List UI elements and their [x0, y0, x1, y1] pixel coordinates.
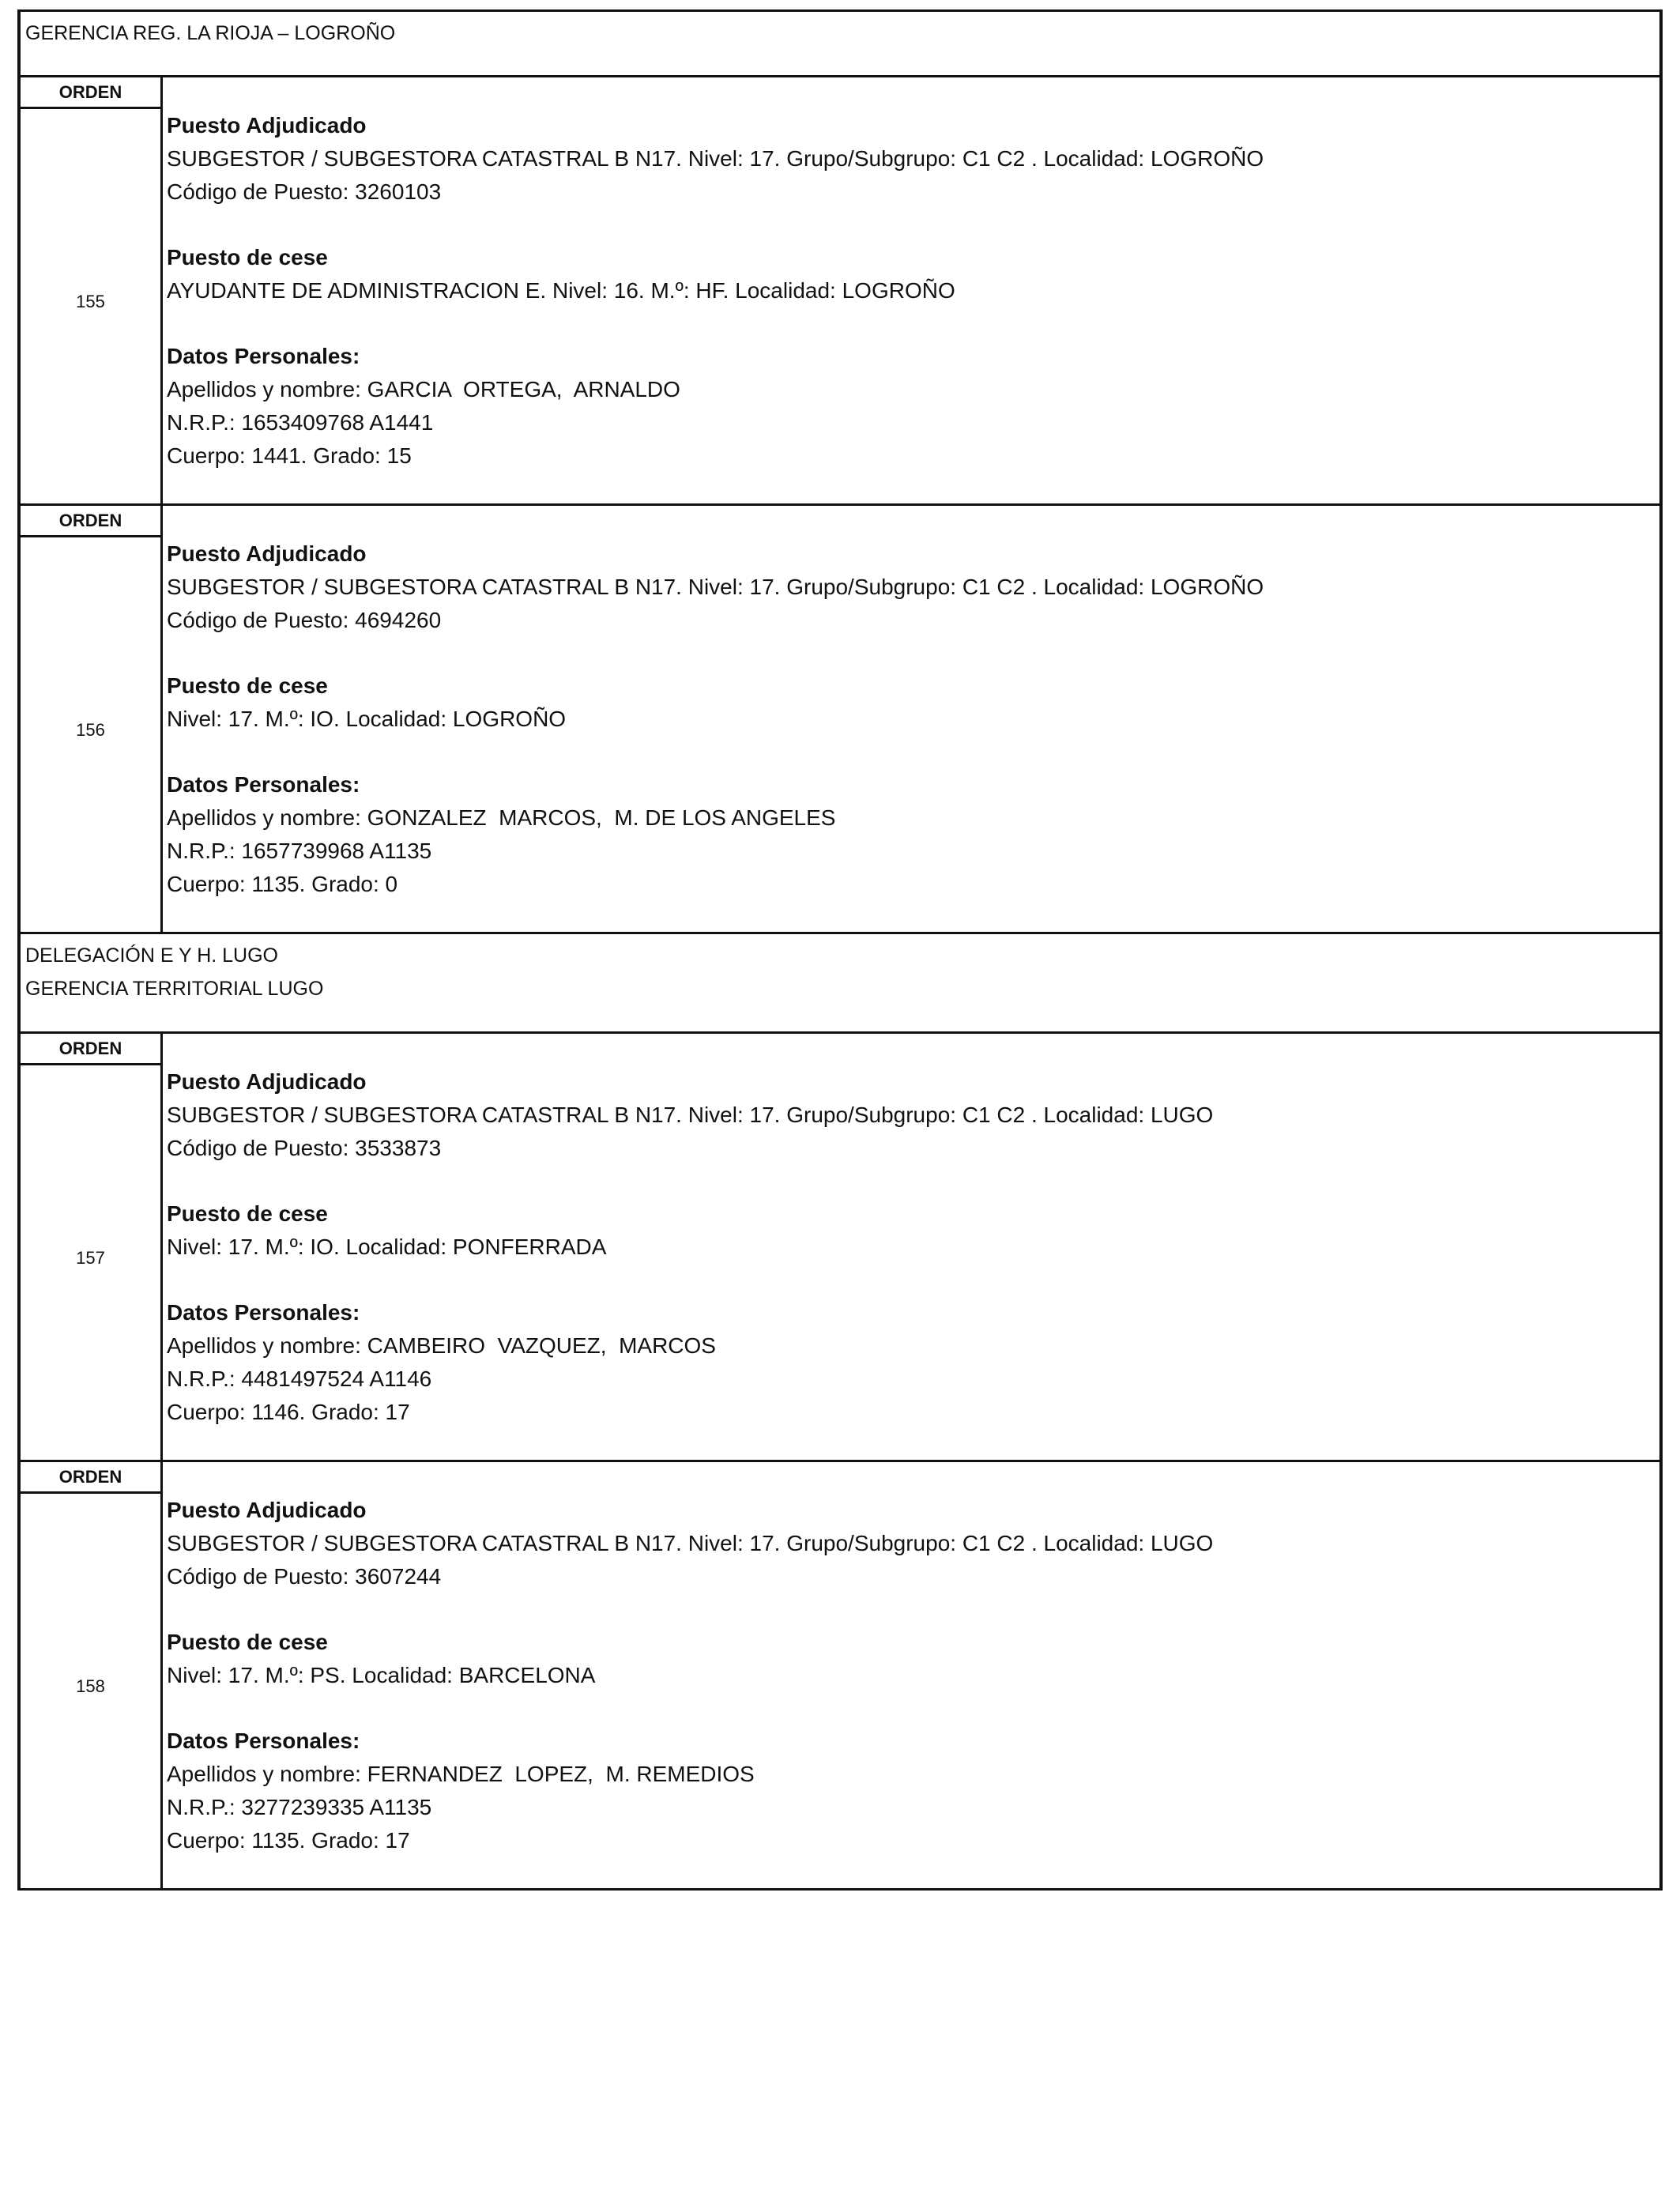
cese-title: Puesto de cese — [167, 1201, 328, 1226]
orden-column — [21, 1462, 163, 1888]
adjudicado-description: SUBGESTOR / SUBGESTORA CATASTRAL B N17. Nivel: 17. Grupo/Subgrupo: C1 C2 . Localidad: LUGO — [167, 1531, 1214, 1555]
spacer — [167, 1692, 1659, 1725]
apellidos-nombre: Apellidos y nombre: GARCIA ORTEGA, ARNALDO — [167, 377, 680, 401]
orden-label: ORDEN — [21, 77, 160, 109]
adjudicado-description: SUBGESTOR / SUBGESTORA CATASTRAL B N17. Nivel: 17. Grupo/Subgrupo: C1 C2 . Localidad: LUGO — [167, 1103, 1214, 1127]
entry-block — [21, 77, 1659, 506]
adjudicado-title: Puesto Adjudicado — [167, 541, 367, 566]
cese-description: Nivel: 17. M.º: IO. Localidad: LOGROÑO — [167, 707, 567, 731]
entry-details — [163, 77, 1659, 503]
entry-block — [21, 1462, 1659, 1891]
entry-details — [163, 1034, 1659, 1460]
orden-number: 157 — [76, 1247, 105, 1268]
codigo-puesto: Código de Puesto: 3533873 — [167, 1136, 442, 1160]
orden-number: 156 — [76, 719, 105, 740]
orden-label: ORDEN — [21, 1034, 160, 1065]
adjudicado-title: Puesto Adjudicado — [167, 1498, 367, 1522]
apellidos-nombre: Apellidos y nombre: FERNANDEZ LOPEZ, M. REMEDIOS — [167, 1762, 755, 1786]
orden-label: ORDEN — [21, 1462, 160, 1494]
cese-title: Puesto de cese — [167, 1630, 328, 1654]
cese-description: Nivel: 17. M.º: IO. Localidad: PONFERRADA — [167, 1235, 607, 1259]
nrp: N.R.P.: 1653409768 A1441 — [167, 410, 434, 435]
orden-column — [21, 77, 163, 503]
datos-title: Datos Personales: — [167, 1300, 360, 1325]
cuerpo-grado: Cuerpo: 1135. Grado: 0 — [167, 872, 398, 896]
codigo-puesto: Código de Puesto: 3607244 — [167, 1564, 442, 1589]
section-header — [21, 12, 1659, 77]
section-header — [21, 934, 1659, 1034]
cese-description: AYUDANTE DE ADMINISTRACION E. Nivel: 16. M.º: HF. Localidad: LOGROÑO — [167, 278, 955, 303]
spacer — [167, 637, 1659, 669]
adjudicado-title: Puesto Adjudicado — [167, 113, 367, 138]
adjudicado-description: SUBGESTOR / SUBGESTORA CATASTRAL B N17. Nivel: 17. Grupo/Subgrupo: C1 C2 . Localidad: LOGROÑO — [167, 146, 1264, 171]
entry-details — [163, 1462, 1659, 1888]
orden-column — [21, 506, 163, 932]
adjudicado-description: SUBGESTOR / SUBGESTORA CATASTRAL B N17. Nivel: 17. Grupo/Subgrupo: C1 C2 . Localidad: LOGROÑO — [167, 575, 1264, 599]
section-header-line: GERENCIA TERRITORIAL LUGO — [25, 978, 324, 1000]
cese-title: Puesto de cese — [167, 245, 328, 270]
entry-block — [21, 1034, 1659, 1462]
cese-title: Puesto de cese — [167, 673, 328, 698]
orden-number: 158 — [76, 1676, 105, 1696]
adjudicado-title: Puesto Adjudicado — [167, 1069, 367, 1094]
cuerpo-grado: Cuerpo: 1146. Grado: 17 — [167, 1400, 410, 1424]
nrp: N.R.P.: 3277239335 A1135 — [167, 1795, 432, 1819]
orden-number: 155 — [76, 291, 105, 311]
datos-title: Datos Personales: — [167, 344, 360, 368]
spacer — [167, 307, 1659, 340]
entry-block — [21, 506, 1659, 934]
spacer — [167, 1593, 1659, 1626]
nrp: N.R.P.: 1657739968 A1135 — [167, 839, 432, 863]
cuerpo-grado: Cuerpo: 1135. Grado: 17 — [167, 1828, 410, 1853]
codigo-puesto: Código de Puesto: 4694260 — [167, 608, 442, 632]
entry-details — [163, 506, 1659, 932]
spacer — [167, 209, 1659, 241]
spacer — [167, 736, 1659, 768]
datos-title: Datos Personales: — [167, 1728, 360, 1753]
document-page — [17, 9, 1663, 1891]
codigo-puesto: Código de Puesto: 3260103 — [167, 179, 442, 204]
spacer — [167, 1264, 1659, 1296]
orden-label: ORDEN — [21, 506, 160, 537]
cese-description: Nivel: 17. M.º: PS. Localidad: BARCELONA — [167, 1663, 596, 1687]
cuerpo-grado: Cuerpo: 1441. Grado: 15 — [167, 443, 412, 468]
nrp: N.R.P.: 4481497524 A1146 — [167, 1367, 432, 1391]
orden-column — [21, 1034, 163, 1460]
section-header-line: DELEGACIÓN E Y H. LUGO — [25, 944, 279, 967]
section-header-line: GERENCIA REG. LA RIOJA – LOGROÑO — [25, 22, 396, 44]
apellidos-nombre: Apellidos y nombre: GONZALEZ MARCOS, M. DE LOS ANGELES — [167, 805, 836, 830]
spacer — [167, 1165, 1659, 1197]
datos-title: Datos Personales: — [167, 772, 360, 797]
assignment-table — [17, 9, 1663, 1891]
apellidos-nombre: Apellidos y nombre: CAMBEIRO VAZQUEZ, MARCOS — [167, 1333, 716, 1358]
